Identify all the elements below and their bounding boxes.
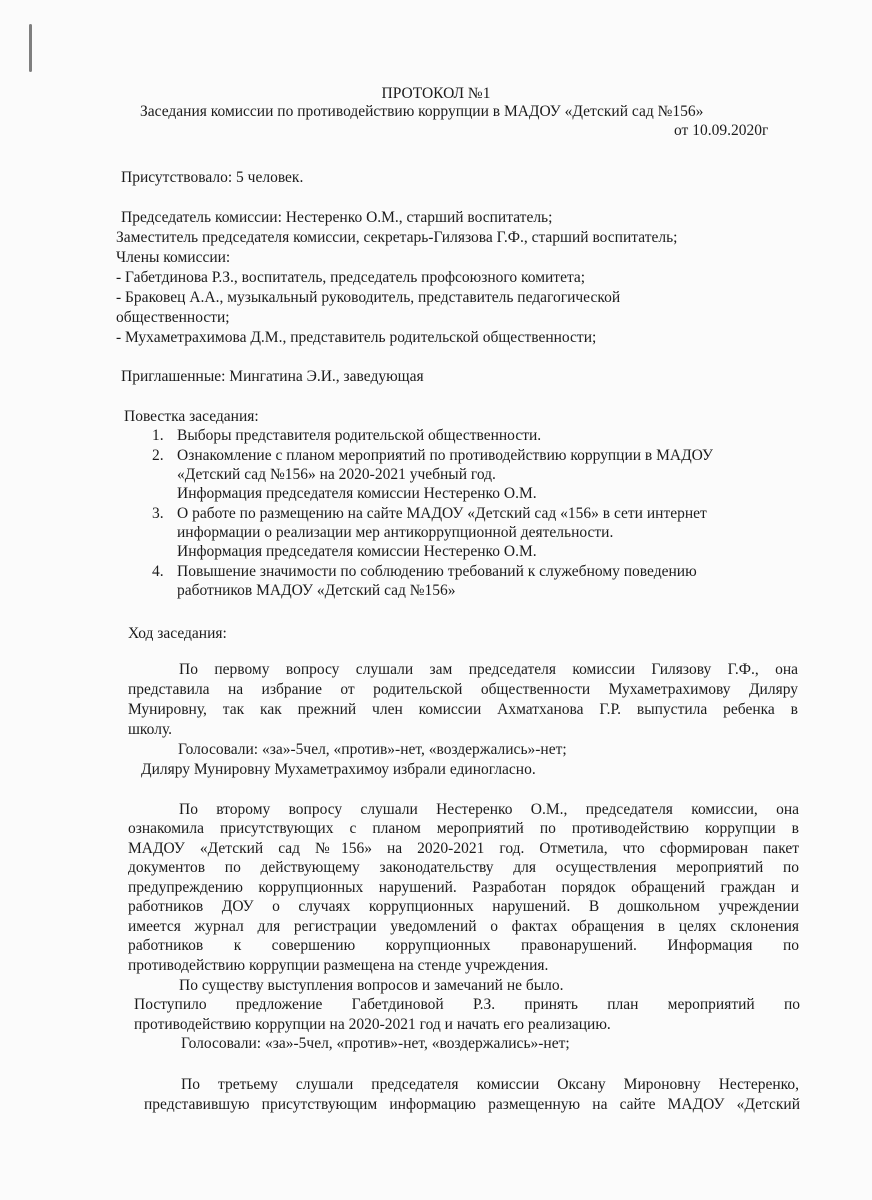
agenda-item-number: 1. <box>152 427 164 444</box>
agenda-item-text: О работе по размещению на сайте МАДОУ «Детский сад «156» в сети интернет <box>177 505 707 522</box>
scan-edge-mark <box>29 24 32 72</box>
paragraph-line: представившую присутствующим информацию размещенную на сайте МАДОУ «Детский <box>144 1096 800 1113</box>
agenda-item-text: Информация председателя комиссии Нестеренко О.М. <box>177 543 537 560</box>
paragraph-line: школу. <box>128 721 173 738</box>
agenda-item-text: информации о реализации мер антикоррупционной деятельности. <box>177 524 614 541</box>
vote-result: Голосовали: «за»-5чел, «против»-нет, «воздержались»-нет; <box>181 1035 570 1052</box>
agenda-item-number: 3. <box>152 505 164 522</box>
protocol-subtitle: Заседания комиссии по противодействию коррупции в МАДОУ «Детский сад №156» <box>140 103 704 120</box>
agenda-item-text: Выборы представителя родительской общественности. <box>177 427 542 444</box>
agenda-item-text: Ознакомление с планом мероприятий по противодействию коррупции в МАДОУ <box>177 447 713 464</box>
paragraph-line: противодействию коррупции размещена на стенде учреждения. <box>128 957 549 974</box>
agenda-item-number: 2. <box>152 447 164 464</box>
agenda-title: Повестка заседания: <box>124 408 259 425</box>
member-line: - Габетдинова Р.З., воспитатель, председатель профсоюзного комитета; <box>116 269 586 286</box>
no-remarks: По существу выступления вопросов и замечаний не было. <box>179 977 564 994</box>
paragraph-line: По первому вопросу слушали зам председателя комиссии Гилязову Г.Ф., она <box>179 661 798 678</box>
vote-result: Голосовали: «за»-5чел, «против»-нет, «воздержались»-нет; <box>178 741 567 758</box>
paragraph-line: работников к совершению коррупционных правонарушений. Информация по <box>128 937 799 954</box>
agenda-item-text: Информация председателя комиссии Нестеренко О.М. <box>177 485 537 502</box>
paragraph-line: ознакомила присутствующих с планом мероприятий по противодействию коррупции в <box>128 820 799 837</box>
agenda-item-text: Повышение значимости по соблюдению требований к служебному поведению <box>177 563 697 580</box>
paragraph-line: По второму вопросу слушали Нестеренко О.М., председателя комиссии, она <box>179 801 799 818</box>
member-line: - Браковец А.А., музыкальный руководитель, представитель педагогической <box>116 289 621 306</box>
paragraph-line: По третьему слушали председателя комиссии Оксану Мироновну Нестеренко, <box>181 1076 799 1093</box>
invited: Приглашенные: Мингатина Э.И., заведующая <box>121 368 424 385</box>
member-line: Председатель комиссии: Нестеренко О.М., старший воспитатель; <box>121 209 553 226</box>
proceedings-title: Ход заседания: <box>128 625 227 642</box>
agenda-item-number: 4. <box>152 563 164 580</box>
member-line: общественности; <box>116 309 230 326</box>
member-line: Члены комиссии: <box>116 249 231 266</box>
agenda-item-text: работников МАДОУ «Детский сад №156» <box>177 582 456 599</box>
member-line: Заместитель председателя комиссии, секретарь-Гилязова Г.Ф., старший воспитатель; <box>116 229 678 246</box>
agenda-item-text: «Детский сад №156» на 2020-2021 учебный год. <box>177 466 496 483</box>
attendance: Присутствовало: 5 человек. <box>121 169 304 186</box>
paragraph-line: Поступило предложение Габетдиновой Р.З. принять план мероприятий по <box>134 996 800 1013</box>
election-result: Диляру Мунировну Мухаметрахимоу избрали единогласно. <box>141 761 536 778</box>
paragraph-line: имеется журнал для регистрации уведомлений о фактах обращения в целях склонения <box>128 918 799 935</box>
paragraph-line: Мунировну, так как прежний член комиссии Ахматханова Г.Р. выпустила ребенка в <box>128 701 798 718</box>
paragraph-line: представила на избрание от родительской общественности Мухаметрахимову Диляру <box>128 681 798 698</box>
protocol-title: ПРОТОКОЛ №1 <box>381 85 491 102</box>
paragraph-line: МАДОУ «Детский сад №156» на 2020-2021 год. Отметила, что сформирован пакет <box>128 840 799 857</box>
paragraph-line: предупреждению коррупционных нарушений. Разработан порядок обращений граждан и <box>128 879 799 896</box>
paragraph-line: противодействию коррупции на 2020-2021 год и начать его реализацию. <box>134 1016 611 1033</box>
member-line: - Мухаметрахимова Д.М., представитель родительской общественности; <box>116 329 597 346</box>
protocol-date: от 10.09.2020г <box>674 122 769 139</box>
paragraph-line: работников ДОУ о случаях коррупционных нарушений. В дошкольном учреждении <box>128 898 799 915</box>
paragraph-line: документов по действующему законодательству для осуществления мероприятий по <box>128 859 799 876</box>
